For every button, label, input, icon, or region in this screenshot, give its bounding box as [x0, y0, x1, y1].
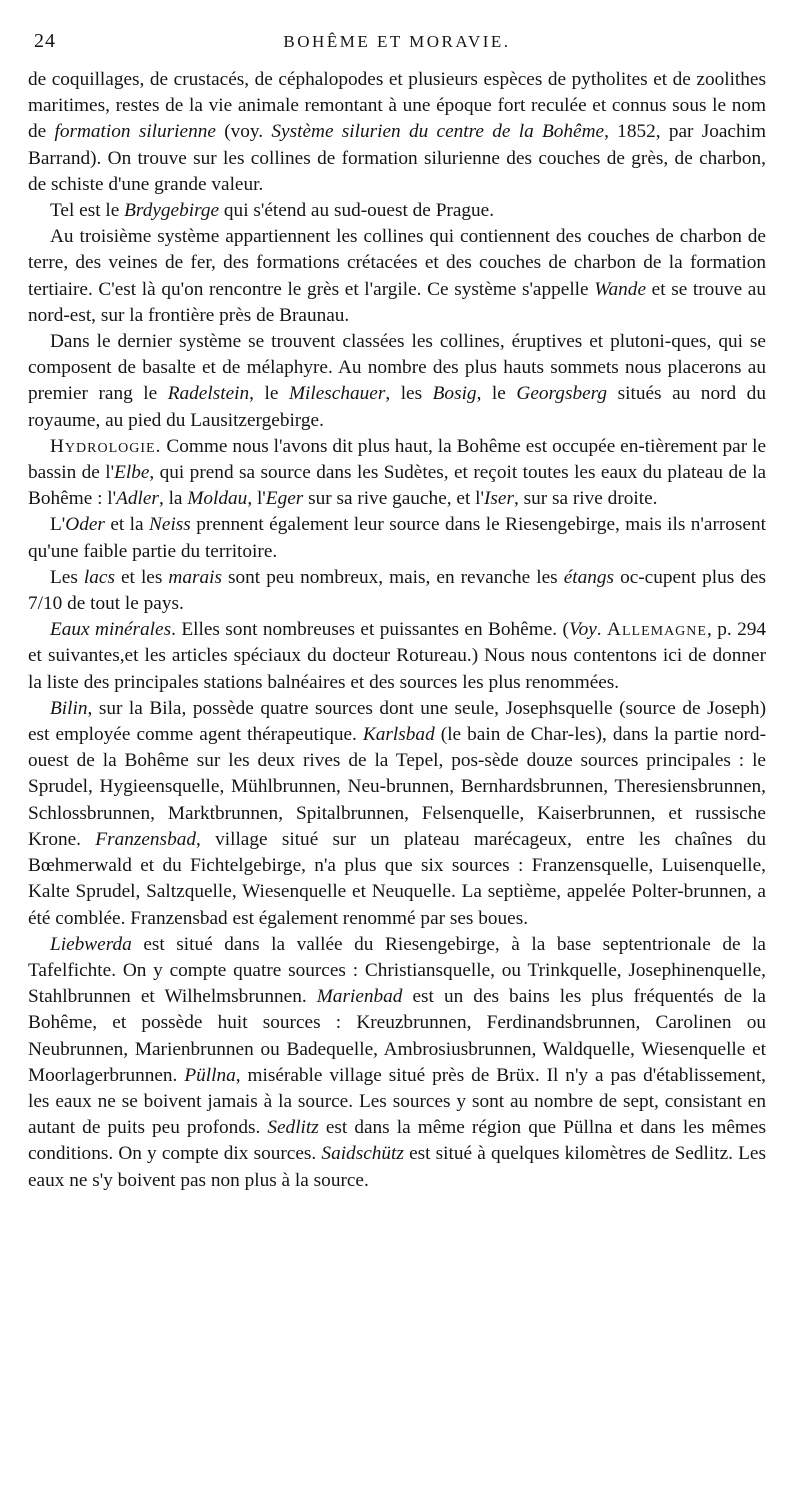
italic-run: Franzensbad — [95, 828, 196, 850]
italic-run: Sedlitz — [267, 1117, 319, 1139]
book-page — [28, 30, 766, 1194]
italic-run: Liebwerda — [50, 933, 132, 955]
text-run: est un des bains les plus fréquentés de la Bohême, et possède huit sources : Kreuzbrunnen, Ferdinandsbrunnen, Carolinen ou Neubrunnen, Marienbrunnen ou Badequelle, Ambrosiusbrunnen, Waldquelle, Wiesenquelle et Moorlagerbrunnen. — [28, 986, 766, 1086]
paragraph — [28, 565, 766, 617]
italic-run: Elbe — [114, 462, 150, 484]
italic-run: Radelstein — [167, 383, 250, 405]
italic-run: marais — [168, 566, 222, 588]
text-run: est situé dans la vallée du Riesengebirge, à la base septentrionale de la Tafelfichte. On y compte quatre sources : Christiansquelle, ou Trinkquelle, Josephinenquelle, Stahlbrunnen et Wilhelmsbrunnen. — [28, 933, 766, 1008]
paragraph — [28, 434, 766, 513]
italic-run: Système silurien du centre de la Bohême — [271, 121, 605, 143]
italic-run: formation silurienne — [54, 121, 216, 143]
italic-run: Neiss — [149, 514, 191, 536]
italic-run: Mileschauer — [288, 383, 386, 405]
text-run: et la — [104, 514, 150, 536]
italic-run: étangs — [563, 566, 615, 588]
paragraph — [28, 329, 766, 434]
italic-run: Karlsbad — [362, 724, 435, 746]
paragraph — [28, 696, 766, 932]
page-header — [28, 30, 766, 58]
italic-run: Bilin — [50, 697, 88, 719]
text-run: et se trouve au nord-est, sur la frontière près de Braunau. — [28, 278, 766, 326]
italic-run: Wande — [594, 278, 647, 300]
page-number: 24 — [34, 30, 56, 52]
text-run: de coquillages, de crustacés, de céphalopodes et plusieurs espèces de pytholites et de zoolithes maritimes, restes de la vie animale remontant à une époque fort reculée et connus sous le nom de — [28, 69, 766, 143]
text-run: , le — [476, 383, 517, 405]
text-run: L' — [50, 514, 66, 536]
text-run: et les — [114, 566, 169, 588]
running-title: BOHÊME ET MORAVIE. — [283, 32, 511, 51]
text-run: (le bain de Char-les), dans la partie nord-ouest de la Bohême sur les deux rives de la Tepel, pos-sède douze sources principales : le Sprudel, Hygieensquelle, Mühlbrunnen, Neu-brunnen, Bernhardsbrunnen, Theresiensbrunnen, Schlossbrunnen, Marktbrunnen, Spitalbrunnen, Felsenquelle, Kaiserbrunnen, et russische Krone. — [28, 724, 766, 850]
italic-run: Saidschütz — [321, 1143, 404, 1165]
italic-run: Brdygebirge — [124, 200, 220, 222]
text-run: Au troisième système appartiennent les collines qui contiennent des couches de charbon de terre, des veines de fer, des formations crétacées et des couches de charbon de la formation tertiaire. C'est là qu'on rencontre le grès et l'argile. Ce système s'appelle — [28, 226, 766, 300]
text-run: , la — [158, 488, 188, 510]
italic-run: Iser — [483, 488, 514, 510]
italic-run: Georgsberg — [516, 383, 608, 405]
text-run: est dans la même région que Püllna et dans les mêmes conditions. On y compte dix sources. — [28, 1117, 766, 1165]
paragraph — [28, 67, 766, 198]
text-run: Comme nous l'avons dit plus haut, la Bohême est occupée en-tièrement par le bassin de l' — [28, 435, 766, 484]
text-run: sont peu nombreux, mais, en revanche les — [221, 566, 564, 588]
text-run: Dans le dernier système se trouvent classées les collines, éruptives et plutoni-ques, qui se composent de basalte et de mélaphyre. Au nombre des plus hauts sommets nous placerons au premier rang le — [28, 331, 766, 405]
text-run: , sur la Bila, possède quatre sources dont une seule, Josephsquelle (source de Joseph) est employée comme agent thérapeutique. — [28, 697, 766, 746]
text-run: , le — [249, 383, 289, 405]
text-run: . Elles sont nombreuses et puissantes en Bohême. ( — [171, 619, 569, 641]
text-run: , misérable village situé près de Brüx. Il n'y a pas d'établissement, les eaux ne se boivent jamais à la source. Les sources y sont au nombre de sept, consistant en autant de puits peu profonds. — [28, 1064, 766, 1139]
text-run: , village situé sur un plateau marécageux, entre les chaînes du Bœhmerwald et du Fichtelgebirge, n'a plus que six sources : Franzensquelle, Luisenquelle, Kalte Sprudel, Saltzquelle, Wiesenquelle et Neuquelle. La septième, appelée Polter-brunnen, a été comblée. Franzensbad est également renommé par ses boues. — [28, 828, 766, 929]
text-run: , l' — [247, 488, 266, 510]
text-run: Tel est le — [50, 200, 125, 222]
text-run: oc-cupent plus des 7/10 de tout le pays. — [28, 566, 766, 615]
italic-run: Marienbad — [316, 986, 403, 1008]
paragraph — [28, 932, 766, 1194]
body-text — [28, 67, 766, 1194]
text-run: est situé à quelques kilomètres de Sedlitz. Les eaux ne s'y boivent pas non plus à la source. — [28, 1143, 766, 1191]
italic-run: Püllna — [184, 1064, 236, 1086]
text-run: qui s'étend au sud-ouest de Prague. — [219, 200, 495, 222]
text-run: , p. 294 et suivantes,et les articles spéciaux du docteur Rotureau.) Nous nous contentons ici de donner la liste des principales stations balnéaires et des sources les plus renommées. — [28, 619, 767, 693]
text-run: , 1852, par Joachim Barrand). On trouve sur les collines de formation silurienne des couches de grès, de charbon, de schiste d'une grande valeur. — [28, 121, 766, 195]
paragraph — [28, 617, 766, 696]
italic-run: Adler — [116, 488, 159, 510]
text-run: prennent également leur source dans le Riesengebirge, mais ils n'arrosent qu'une faible partie du territoire. — [28, 514, 766, 562]
small-caps-run: Allemagne — [607, 619, 707, 641]
text-run: Les — [50, 566, 84, 588]
italic-run: Oder — [65, 514, 105, 536]
small-caps-run: Hydrologie. — [50, 435, 162, 457]
text-run: , sur sa rive droite. — [513, 488, 658, 510]
text-run: . — [596, 619, 608, 641]
text-run: situés au nord du royaume, au pied du Lausitzergebirge. — [28, 383, 766, 431]
text-run: , les — [385, 383, 433, 405]
italic-run: Bosig — [432, 383, 477, 405]
paragraph — [28, 198, 766, 224]
italic-run: Eaux minérales — [50, 619, 172, 641]
paragraph — [28, 224, 766, 329]
paragraph — [28, 512, 766, 564]
italic-run: Moldau — [187, 488, 248, 510]
italic-run: lacs — [83, 566, 115, 588]
italic-run: Eger — [265, 488, 304, 510]
text-run: , qui prend sa source dans les Sudètes, et reçoit toutes les eaux du plateau de la Bohême : l' — [28, 462, 767, 510]
text-run: (voy. — [215, 121, 272, 143]
italic-run: Voy — [568, 619, 597, 641]
text-run: sur sa rive gauche, et l' — [303, 488, 484, 510]
